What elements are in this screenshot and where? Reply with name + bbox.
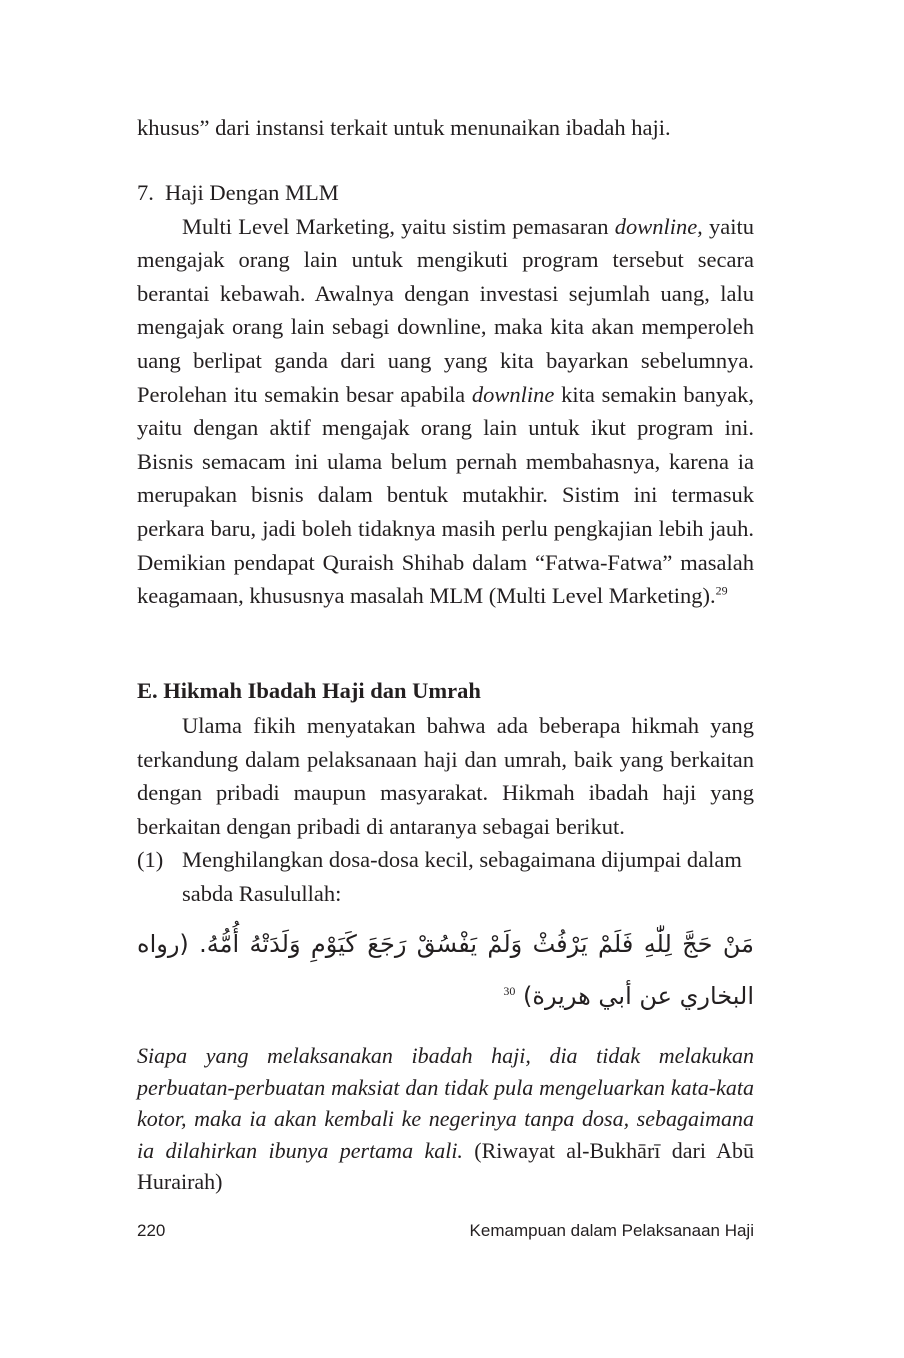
page-number: 220 [137, 1221, 166, 1240]
point-7-italic-b: downline [471, 381, 555, 407]
point-7-text-b: yaitu mengajak orang lain untuk mengikuti program tersebut secara berantai kebawah. Awalnya dengan investasi sejumlah uang, lalu mengajak orang lain sebagi downline, maka kita akan memperoleh uang berlipat ganda dari uang yang kita bayarkan sebelumnya. Perolehan itu semakin besar apabila [137, 213, 754, 407]
point-7-title [137, 176, 754, 210]
opening-line: khusus” dari instansi terkait untuk menunaikan ibadah haji. [137, 115, 671, 140]
point-7-number: 7. [137, 180, 154, 205]
list-item-1-text: Menghilangkan dosa-dosa kecil, sebagaimana dijumpai dalam sabda Rasulullah: [182, 847, 742, 906]
hadith-arabic-text: مَنْ حَجَّ لِلّٰهِ فَلَمْ يَرْفُثْ وَلَمْ يَفْسُقْ رَجَعَ كَيَوْمِ وَلَدَتْهُ أُمُّهُ. (رواه البخاري عن أبي هريرة) [137, 930, 754, 1010]
translation-source: (Riwayat al-Bukhārī dari Abū Hurairah) [137, 1137, 754, 1194]
running-title: Kemampuan dalam Pelaksanaan Haji [469, 1221, 754, 1240]
list-item-1 [137, 843, 754, 910]
page-footer [137, 1221, 754, 1241]
hadith-translation [137, 1040, 754, 1198]
hadith-arabic [137, 918, 754, 1022]
translation-italic: Siapa yang melaksanakan ibadah haji, dia tidak melakukan perbuatan-perbuatan maksiat dan tidak pula mengeluarkan kata-kata kotor, maka ia akan kembali ke negerinya tanpa dosa, sebagaimana ia dilahirkan ibunya pertama kali. [137, 1043, 754, 1163]
point-7-text-a: Multi Level Marketing, yaitu sistim pemasaran [182, 213, 615, 239]
point-7-title-text: Haji Dengan MLM [165, 180, 339, 205]
section-e-heading: E. Hikmah Ibadah Haji dan Umrah [137, 678, 481, 703]
section-e [137, 673, 754, 911]
point-7 [137, 176, 754, 613]
footnote-ref-30[interactable]: 30 [503, 984, 516, 998]
point-7-paragraph [137, 210, 754, 613]
footnote-ref-29[interactable]: 29 [715, 583, 728, 598]
point-7-text-c: kita semakin banyak, yaitu dengan aktif mengajak orang lain untuk ikut program ini. Bisnis semacam ini ulama belum pernah membahasnya, karena ia merupakan bisnis dalam bentuk mutakhir. Sistim ini termasuk perkara baru, jadi boleh tidaknya masih perlu pengkajian lebih jauh. Demikian pendapat Quraish Shihab dalam “Fatwa-Fatwa” masalah keagamaan, khususnya masalah MLM (Multi Level Marketing). [137, 381, 754, 609]
list-item-1-marker: (1) [137, 847, 164, 873]
opening-paragraph [137, 111, 754, 145]
point-7-italic-a: downline, [614, 213, 703, 239]
section-e-intro: Ulama fikih menyatakan bahwa ada beberapa hikmah yang terkandung dalam pelaksanaan haji dan umrah, baik yang berkaitan dengan pribadi maupun masyarakat. Hikmah ibadah haji yang berkaitan dengan pribadi di antaranya sebagai berikut. [137, 713, 754, 839]
